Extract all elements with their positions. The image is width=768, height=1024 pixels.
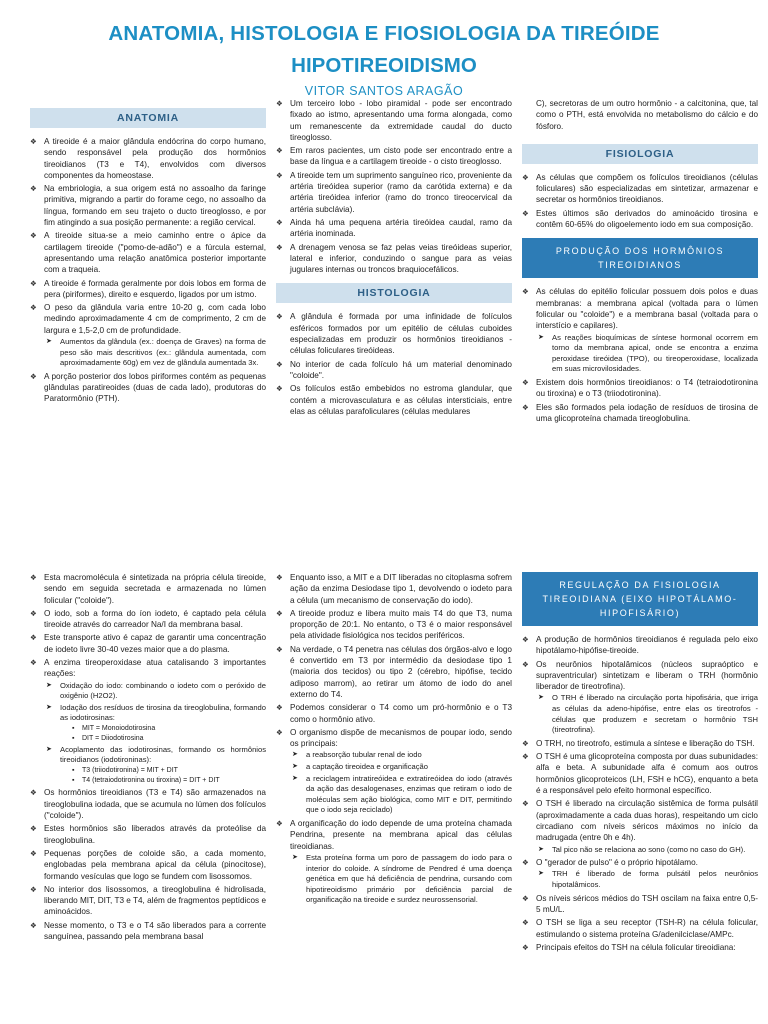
- regulacao-list: [522, 634, 758, 953]
- list-item-text: O TSH é liberado na circulação sistêmica de forma pulsátil (aproximadamente a cada duas horas), respeitando um ciclo circadiano com níveis séricos máximos no início da madrugada (entre 0h e 4h).: [536, 799, 758, 843]
- list-item: ❖ Principais efeitos do TSH na célula folicular tireoidiana:: [522, 942, 758, 953]
- page1-column-1: [30, 98, 266, 407]
- list-item: ❖ A tireoide situa-se a meio caminho entre o ápice da cartilagem tireoide ("pomo-de-adão") e a fúrcula esternal, apresentando uma relação anatômica posterior importante com a traqueia.: [30, 230, 266, 275]
- list-item: ❖ Existem dois hormônios tireoidianos: o T4 (tetraiodotironina ou tiroxina) e o T3 (triiodotironina).: [522, 377, 758, 400]
- conversao-list: [276, 572, 512, 906]
- nested-list-item: ▪ MIT = Monoiodotirosina: [70, 724, 266, 734]
- list-item: ❖ Ainda há uma pequena artéria tireóidea caudal, ramo da artéria inominada.: [276, 217, 512, 240]
- sub-list-item-text: Acoplamento das iodotirosinas, formando os hormônios tireoidianos (iodotironinas):: [60, 744, 266, 765]
- list-item: ❖ O TSH é uma glicoproteína composta por duas subunidades: alfa e beta. A subunidade alfa é comum aos outros hormônios glicoproteicos (LH, FSH e hCG), enquanto a beta é a responsável pelo efeito hormonal específico.: [522, 751, 758, 796]
- list-item: ❖ O TRH, no tireotrofo, estimula a síntese e liberação do TSH.: [522, 738, 758, 749]
- list-item: ❖ Este transporte ativo é capaz de garantir uma concentração de iodeto livre 30-40 vezes maior que a do plasma.: [30, 632, 266, 655]
- list-item-text: A enzima tireoperoxidase atua catalisando 3 importantes reações:: [44, 658, 266, 679]
- list-item-text: A organificação do iodo depende de uma proteína chamada Pendrina, presente na membrana apical das células tireoidianas.: [290, 819, 512, 851]
- list-item-text: O "gerador de pulso" é o próprio hipotálamo.: [536, 858, 698, 868]
- sub-list-item: ➤ Oxidação do iodo: combinando o iodeto com o peróxido de oxigênio (H2O2).: [44, 681, 266, 702]
- histologia-list: [276, 311, 512, 417]
- sub-list-item-text: Iodação dos resíduos de tirosina da tireoglobulina, formando as iodotirosinas:: [60, 702, 266, 723]
- list-item: ❖ Estes hormônios são liberados através da proteólise da tireoglobulina.: [30, 823, 266, 846]
- page1-column-3: [522, 98, 758, 426]
- document-subtitle: HIPOTIREOIDISMO: [291, 54, 477, 77]
- list-item: ❖ Pequenas porções de coloide são, a cada momento, englobadas pela membrana apical da célula (pinocitose), formando vesículas que logo se fundem com lisossomos.: [30, 848, 266, 882]
- list-item: [522, 857, 758, 890]
- list-item: ❖ Nesse momento, o T3 e o T4 são liberados para a corrente sanguínea, passando pela membrana basal: [30, 920, 266, 943]
- list-item: [30, 302, 266, 369]
- list-item: ❖ Os níveis séricos médios do TSH oscilam na faixa entre 0,5-5 mU/L.: [522, 893, 758, 916]
- nested-list-item: ▪ T3 (triiodotironina) = MIT + DIT: [70, 766, 266, 776]
- list-item: [522, 286, 758, 375]
- nested-list-item: ▪ T4 (tetraiodotironina ou tiroxina) = DIT + DIT: [70, 776, 266, 786]
- list-item: ❖ Na verdade, o T4 penetra nas células dos órgãos-alvo e logo é convertido em T3 por intermédio da desiodase tipo 1 (maioria dos tecidos) ou tipo 2 (cérebro, hipófise, tecido adiposo marrom), ao retirar um átomo de iodo do anel externo do T4.: [276, 644, 512, 700]
- section-heading-regulacao: REGULAÇÃO DA FISIOLOGIA TIREOIDIANA (EIXO HIPOTÁLAMO-HIPOFISÁRIO): [522, 572, 758, 626]
- list-item: ❖ Estes últimos são derivados do aminoácido tirosina e contêm 60-65% do oligoelemento iodo em sua composição.: [522, 208, 758, 231]
- list-item: ❖ Os folículos estão embebidos no estroma glandular, que contém a microvasculatura e as células intersticiais, entre elas as células parafoliculares (células medulares: [276, 383, 512, 417]
- list-item: ❖ No interior de cada folículo há um material denominado "coloide".: [276, 359, 512, 382]
- continued-text: C), secretoras de um outro hormônio - a calcitonina, que, tal como o PTH, está envolvida no metabolismo do cálcio e do fósforo.: [536, 99, 758, 131]
- sub-list-item: ➤ Aumentos da glândula (ex.: doença de Graves) na forma de peso são mais descritivos (ex.: glândula aumentada, com aproximadamente 60g) em vez de glândula aumentada 3x.: [44, 337, 266, 369]
- list-item: ❖ A tireoide é a maior glândula endócrina do corpo humano, sendo responsável pela produção dos hormônios tireoidianos (T3 e T4), envolvidos com diversos componentes da homeostase.: [30, 136, 266, 181]
- list-item: ❖ A tireoide produz e libera muito mais T4 do que T3, numa proporção de 20:1. No entanto, o T3 é o maior responsável pela atividade fisiológica nos tecidos periféricos.: [276, 608, 512, 642]
- section-heading-fisiologia: FISIOLOGIA: [522, 144, 758, 164]
- list-item: ❖ Na embriologia, a sua origem está no assoalho da faringe primitiva, migrando a partir do forame cego, no assoalho da língua, formando em seu trajeto o ducto tireoglosso, e por fim atingindo a sua posição permanente: a região cervical.: [30, 183, 266, 228]
- list-item: ❖ A glândula é formada por uma infinidade de folículos esféricos formados por um epitélio de células cuboides especializadas em produzir os hormônios tireoidianos - células foliculares tireóideas.: [276, 311, 512, 356]
- list-item: ❖ Esta macromolécula é sintetizada na própria célula tireoide, sendo em seguida secretada e armazenada no lúmen folicular ("coloide").: [30, 572, 266, 606]
- list-item: ❖ A porção posterior dos lobos piriformes contém as pequenas glândulas paratireoides (duas de cada lado), produtoras do Paratormônio (PTH).: [30, 371, 266, 405]
- page-2: [0, 572, 768, 1024]
- list-item: ❖ A tireoide tem um suprimento sanguíneo rico, proveniente da artéria tireóidea superior (ramo da carótida externa) e da artéria tireóidea inferior (ramo do tronco tireocervical da artéria subclávia).: [276, 170, 512, 215]
- page2-column-3: [522, 572, 758, 955]
- anatomia-continued-list: [276, 98, 512, 275]
- list-item: [522, 659, 758, 736]
- list-item: [30, 657, 266, 785]
- section-heading-producao: PRODUÇÃO DOS HORMÔNIOS TIREOIDIANOS: [522, 238, 758, 278]
- anatomia-list: [30, 136, 266, 405]
- sub-list-item: ➤ a reciclagem intratireóidea e extratireóidea do iodo (através da ação das desalogenases, enzimas que retiram o iodo de moléculas sem ação biológica, como MIT e DIT, permitindo que o iodo seja reciclado): [290, 774, 512, 816]
- producao-continued-list: [30, 572, 266, 942]
- sub-list-item: ➤ O TRH é liberado na circulação porta hipofisária, que irriga as células da adeno-hipófise, entre elas os tireotrofos - células que produzem e secretam o hormônio TSH (tireotrofina).: [536, 693, 758, 735]
- list-item: ❖ As células que compõem os folículos tireoidianos (células foliculares) são especializadas em sintetizar, armazenar e secretar os hormônios tireoidianos.: [522, 172, 758, 206]
- section-heading-histologia: HISTOLOGIA: [276, 283, 512, 303]
- producao-list: [522, 286, 758, 424]
- list-item: ❖ No interior dos lisossomos, a tireoglobulina é hidrolisada, liberando MIT, DIT, T3 e T4, além de fragmentos peptídicos e aminoácidos.: [30, 884, 266, 918]
- sub-list-item: ➤ As reações bioquímicas de síntese hormonal ocorrem em torno da membrana apical, onde se encontra a enzima peroxidase tireóidea (TPO), ou tireoperoxidase, localizada em suas microvilosidades.: [536, 333, 758, 375]
- list-item: [522, 798, 758, 855]
- list-item: ❖ Em raros pacientes, um cisto pode ser encontrado entre a base da língua e a cartilagem tireoide - o cisto tireoglosso.: [276, 145, 512, 168]
- list-item: [276, 727, 512, 816]
- list-item: ❖ Enquanto isso, a MIT e a DIT liberadas no citoplasma sofrem ação da enzima Desiodase tipo 1, devolvendo o iodeto para a célula (um mecanismo de conservação do iodo).: [276, 572, 512, 606]
- author-name: VITOR SANTOS ARAGÃO: [304, 84, 464, 98]
- list-item-text: O organismo dispõe de mecanismos de poupar iodo, sendo os principais:: [290, 727, 512, 749]
- list-item: ❖ Os hormônios tireoidianos (T3 e T4) são armazenados na tireoglobulina iodada, que se acumula no lúmen dos folículos ("coloide").: [30, 787, 266, 821]
- page1-column-2: [276, 98, 512, 419]
- document-title: ANATOMIA, HISTOLOGIA E FIOSIOLOGIA DA TIREÓIDE: [108, 22, 660, 45]
- sub-list-item: ➤ a reabsorção tubular renal de iodo: [290, 750, 512, 761]
- fisiologia-list: [522, 172, 758, 230]
- list-item: ❖ A drenagem venosa se faz pelas veias tireóideas superior, lateral e inferior, conduzindo o sangue para as veias jugulares internas ou troncos braquiocefálicos.: [276, 242, 512, 276]
- list-item: ❖ Podemos considerar o T4 como um pró-hormônio e o T3 como o hormônio ativo.: [276, 702, 512, 725]
- list-item: [276, 818, 512, 906]
- list-item-text: Os neurônios hipotalâmicos (núcleos supraóptico e supraventricular) sintetizam e liberam o TRH (hormônio liberador de tireotrofina).: [536, 659, 758, 692]
- list-item-text: As células do epitélio folicular possuem dois polos e duas membranas: a membrana apical (voltada para o lúmen folicular ou "coloide") e a membrana basal (voltada para o interstício e capilares).: [536, 287, 758, 331]
- list-item: ❖ Um terceiro lobo - lobo piramidal - pode ser encontrado fixado ao istmo, apresentando uma forma alongada, como um remanescente da extremidade caudal do ducto tireoglosso.: [276, 98, 512, 143]
- list-item: ❖ A tireoide é formada geralmente por dois lobos em forma de pera (piriformes), direito e esquerdo, ligados por um istmo.: [30, 278, 266, 301]
- list-item: ❖ O iodo, sob a forma do íon iodeto, é captado pela célula tireoide através do carreador Na/I da membrana basal.: [30, 608, 266, 631]
- page2-column-1: [30, 572, 266, 944]
- list-item: ❖ Eles são formados pela iodação de resíduos de tirosina de uma glicoproteína chamada tireoglobulina.: [522, 402, 758, 425]
- page-1: [0, 98, 768, 518]
- page2-column-2: [276, 572, 512, 908]
- sub-list-item: [44, 745, 266, 786]
- nested-list-item: ▪ DIT = Diiodotirosina: [70, 734, 266, 744]
- sub-list-item: ➤ TRH é liberado de forma pulsátil pelos neurônios hipotalâmicos.: [536, 869, 758, 890]
- list-item-text: O peso da glândula varia entre 10-20 g, com cada lobo medindo aproximadamente 4 cm de comprimento, 2 cm de largura e 1,5-2,0 cm de profundidade.: [44, 303, 266, 335]
- sub-list-item: ➤ a captação tireoidea e organificação: [290, 762, 512, 773]
- sub-list-item: ➤ Esta proteína forma um poro de passagem do iodo para o interior do coloide. A síndrome de Pendred é uma doença genética em que há deficiência de pendrina, cursando com hipotireoidismo primário por deficiência parcial de organificação na tireoide e surdez neurossensorial.: [290, 853, 512, 906]
- sub-list-item: ➤ Tal pico não se relaciona ao sono (como no caso do GH).: [536, 845, 758, 856]
- list-item: ❖ O TSH se liga a seu receptor (TSH-R) na célula folicular, estimulando o sistema proteína G/adenilciclase/AMPc.: [522, 917, 758, 940]
- section-heading-anatomia: ANATOMIA: [30, 108, 266, 128]
- sub-list-item: [44, 703, 266, 744]
- list-item: ❖ A produção de hormônios tireoidianos é regulada pelo eixo hipotálamo-hipófise-tireoide.: [522, 634, 758, 657]
